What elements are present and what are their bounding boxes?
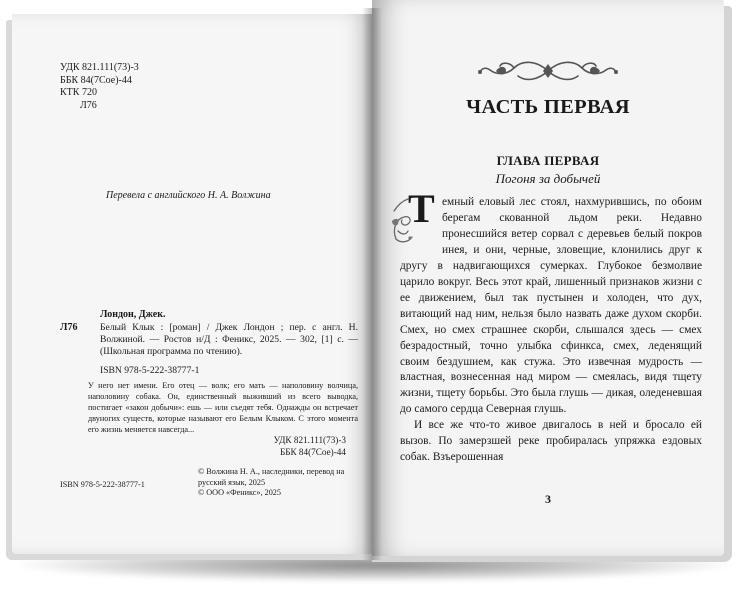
chapter-title: ГЛАВА ПЕРВАЯ bbox=[496, 153, 600, 168]
drop-cap bbox=[396, 186, 438, 245]
classification-bottom bbox=[274, 435, 346, 458]
isbn-top: ISBN 978-5-222-38777-1 bbox=[100, 365, 200, 376]
bibliographic-record: Белый Клык : [роман] / Джек Лондон ; пер. с англ. Н. Волжиной. — Ростов н/Д : Феникс, 2025. — 302, [1] с. — (Школьная программа по чтению). bbox=[100, 322, 358, 357]
author-heading: Лондон, Джек. bbox=[100, 309, 166, 320]
paragraph-1-text: емный еловый лес стоял, нахмурившись, по обоим берегам скованной льдом реки. Недавно пронесшийся ветер сорвал с деревьев белый покров инея, и они, черные, зловещие, клонились друг к другу в надвигающихся сумерках. Глубокое безмолвие царило вокруг. Весь этот край, лишенный признаков жизни с ее движением, был так пустынен и холоден, что дух, витающий над ним, нельзя было назвать даже духом скорби. Смех, но смех страшнее скорби, слышался здесь — смех безрадостный, точно улыбка сфинкса, смех, леденящий своим бездушием, как стужа. Это извечная мудрость — властная, вознесенная над миром — смеялась, видя тщету жизни, тщету борьбы. Это была глушь — дикая, оледеневшая до самого сердца Северная глушь. bbox=[400, 196, 702, 416]
part-title: ЧАСТЬ ПЕРВАЯ bbox=[466, 96, 630, 118]
copyright-publisher: © ООО «Феникс», 2025 bbox=[198, 488, 281, 497]
translator-credit: Перевела с английского Н. А. Волжина bbox=[106, 190, 271, 201]
chapter-text bbox=[400, 186, 702, 466]
ornament-icon bbox=[476, 54, 620, 88]
catalog-bbk: ББК 84(7Сое)-44 bbox=[60, 74, 132, 86]
chapter-subtitle: Погоня за добычей bbox=[495, 171, 601, 186]
page-number: 3 bbox=[545, 492, 551, 506]
catalog-ktk: КТК 720 bbox=[60, 87, 97, 98]
catalog-codes bbox=[60, 62, 139, 112]
right-page bbox=[372, 0, 724, 556]
author-code: Л76 bbox=[60, 322, 78, 333]
paragraph-2: И все же что-то живое двигалось в ней и бросало ей вызов. По замерзшей реке пробиралась упряжка ездовых собак. Взъерошенная bbox=[400, 419, 702, 464]
catalog-udk: УДК 821.111(73)-3 bbox=[60, 62, 139, 73]
catalog-author-code: Л76 bbox=[80, 99, 97, 111]
left-page bbox=[12, 14, 372, 554]
bbk-bottom: ББК 84(7Сое)-44 bbox=[279, 446, 346, 457]
isbn-bottom: ISBN 978-5-222-38777-1 bbox=[60, 480, 145, 489]
drop-cap-letter: Т bbox=[408, 186, 435, 231]
paragraph-1 bbox=[400, 186, 702, 418]
annotation: У него нет имени. Его отец — волк; его мать — наполовину волчица, наполовину собака. Он, единственный выживший из всего выводка, постигает «закон добычи»: ешь — или съедят тебя. Однажды он встречает двуногих существ, которые называют его Белым Клыком. С этого момента его жизнь меняется навсегда... bbox=[88, 381, 358, 434]
udk-bottom: УДК 821.111(73)-3 bbox=[273, 435, 346, 445]
copyright-translation: © Волжина Н. А., наследники, перевод на русский язык, 2025 bbox=[198, 467, 345, 487]
copyright-block bbox=[198, 467, 358, 499]
